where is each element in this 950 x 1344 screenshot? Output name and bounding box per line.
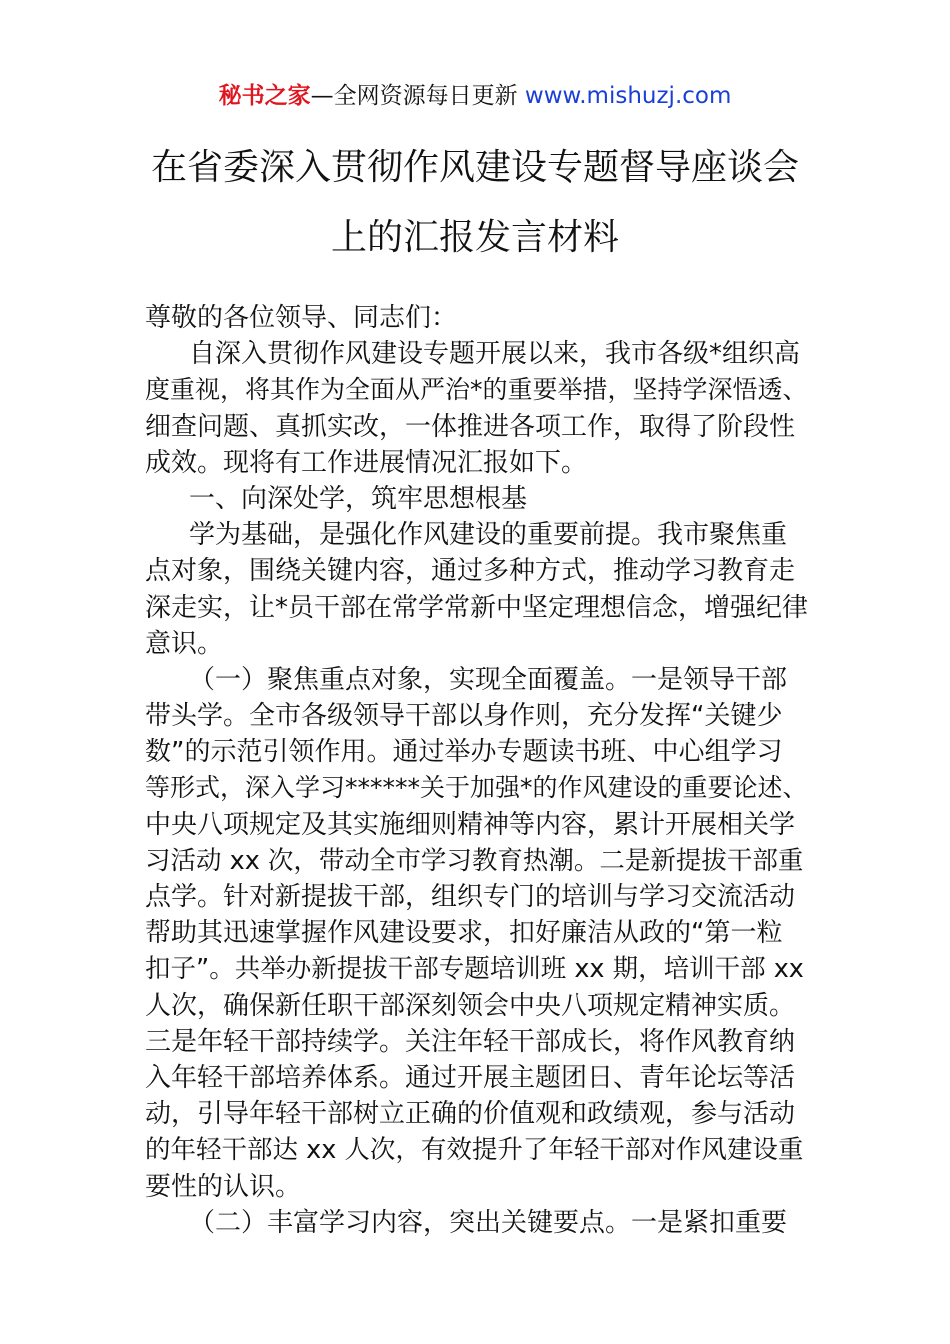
paragraph-line: （二）丰富学习内容，突出关键要点。一是紧扣重要 — [189, 1207, 788, 1238]
paragraph-line: 扣子”。共举办新提拔干部专题培训班 xx 期，培训干部 xx — [145, 954, 804, 985]
document-title-line-1: 在省委深入贯彻作风建设专题督导座谈会 — [150, 147, 799, 188]
paragraph-line: 等形式，深入学习******关于加强*的作风建设的重要论述、 — [145, 773, 808, 803]
paragraph-line: 自深入贯彻作风建设专题开展以来，我市各级*组织高 — [189, 339, 801, 370]
paragraph-line: 点对象，围绕关键内容，通过多种方式，推动学习教育走 — [145, 556, 796, 587]
paragraph-line: 度重视，将其作为全面从严治*的重要举措，坚持学深悟透、 — [145, 375, 808, 405]
paragraph-line: 三是年轻干部持续学。关注年轻干部成长，将作风教育纳 — [145, 1026, 796, 1057]
paragraph-line: 带头学。全市各级领导干部以身作则，充分发挥“关键少 — [145, 701, 783, 732]
paragraph-line: 习活动 xx 次，带动全市学习教育热潮。二是新提拔干部重 — [145, 845, 804, 876]
banner-tagline: —全网资源每日更新 — [310, 83, 525, 109]
paragraph-line: 入年轻干部培养体系。通过开展主题团日、青年论坛等活 — [145, 1062, 796, 1093]
paragraph-line: 意识。 — [145, 628, 224, 659]
document-title-line-2: 上的汇报发言材料 — [330, 217, 619, 258]
paragraph-line: 要性的认识。 — [145, 1171, 302, 1202]
paragraph-line: 帮助其迅速掌握作风建设要求，扣好廉洁从政的“第一粒 — [145, 918, 783, 949]
paragraph-line: 人次，确保新任职干部深刻领会中央八项规定精神实质。 — [145, 990, 796, 1021]
salutation: 尊敬的各位领导、同志们： — [145, 303, 458, 333]
paragraph-line: 点学。针对新提拔干部，组织专门的培训与学习交流活动 — [145, 882, 796, 912]
paragraph-line: 细查问题、真抓实改，一体推进各项工作，取得了阶段性 — [145, 411, 796, 442]
paragraph-line: 数”的示范引领作用。通过举办专题读书班、中心组学习 — [145, 737, 783, 768]
brand-name: 秘书之家 — [218, 83, 311, 109]
paragraph-line: 动，引导年轻干部树立正确的价值观和政绩观，参与活动 — [145, 1099, 796, 1130]
paragraph-line: （一）聚焦重点对象，实现全面覆盖。一是领导干部 — [189, 664, 788, 695]
paragraph-line: 中央八项规定及其实施细则精神等内容，累计开展相关学 — [145, 809, 796, 840]
paragraph-line: 的年轻干部达 xx 人次，有效提升了年轻干部对作风建设重 — [145, 1135, 804, 1166]
paragraph-line: 成效。现将有工作进展情况汇报如下。 — [145, 447, 588, 478]
site-url[interactable]: www.mishuzj.com — [524, 83, 732, 109]
site-banner — [0, 80, 950, 112]
section-heading: 一、向深处学，筑牢思想根基 — [189, 483, 528, 514]
paragraph-line: 深走实，让*员干部在常学常新中坚定理想信念，增强纪律 — [145, 592, 809, 623]
paragraph-line: 学为基础，是强化作风建设的重要前提。我市聚焦重 — [189, 520, 788, 551]
document-body — [145, 300, 807, 1241]
